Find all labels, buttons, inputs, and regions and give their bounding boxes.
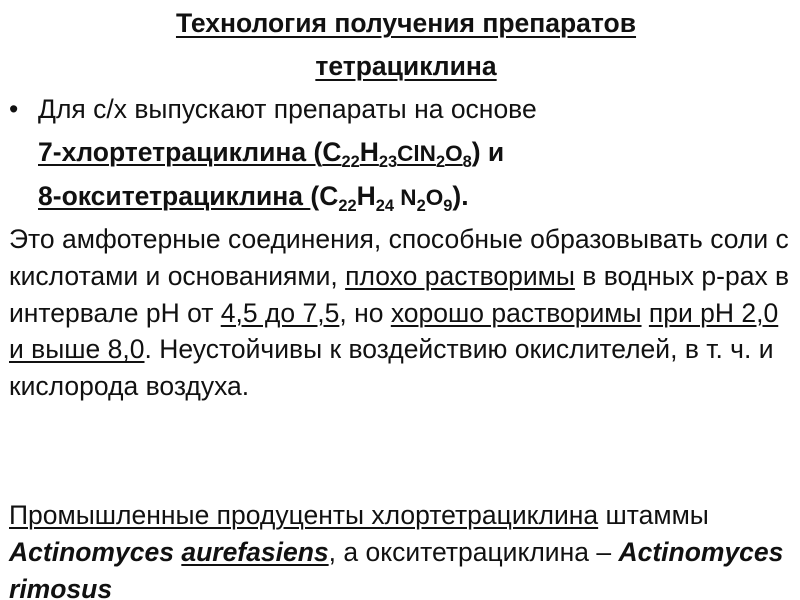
ph-range-text: 4,5 до 7,5 [220,297,340,328]
ph-conditions-text: при рН 2,0 и выше 8,0 [9,297,779,365]
slide-title [0,2,800,88]
producers-heading: Промышленные продуценты хлортетрациклина [9,500,599,530]
species-name-2: rimosus [9,573,113,600]
well-soluble-text: хорошо растворимы [390,297,642,328]
bullet-item [9,88,799,219]
properties-paragraph: Это амфотерные соединения, способные образовывать соли с кислотами и основаниями, плохо растворимы в водных р-рах в интервале рН от 4,5 до 7,5, но хорошо растворимы при рН 2,0 и выше 8,0. Неустойчивы к воздействию окислителей, в т. ч. и кислорода воздуха. [9,224,790,402]
bullet-intro: Для с/х выпускают препараты на основе [38,94,537,124]
bullet-marker: • [9,94,19,124]
species-name-1: aurefasiens [181,536,329,567]
producers-paragraph: Промышленные продуценты хлортетрациклина штаммы Actinomyces aurefasiens, а окситетрациклина – Actinomyces rimosus [9,497,799,600]
species-genus-1: Actinomyces [9,536,174,567]
compound-oxytetracycline: 8-окситетрациклина ($С_{22}Н_{24}$ $N_2O_9$). [38,181,469,215]
title-line-1: Технология получения препаратов [175,8,637,38]
bullet-body [38,88,799,219]
poorly-soluble-text: плохо растворимы [345,260,575,291]
title-line-2: тетрациклина [315,51,497,81]
compound-chlortetracycline: 7-хлортетрациклина $(С_{22}Н_{23}ClN_2O_8)$ и [38,137,505,171]
species-genus-2: Actinomyces [618,536,784,567]
